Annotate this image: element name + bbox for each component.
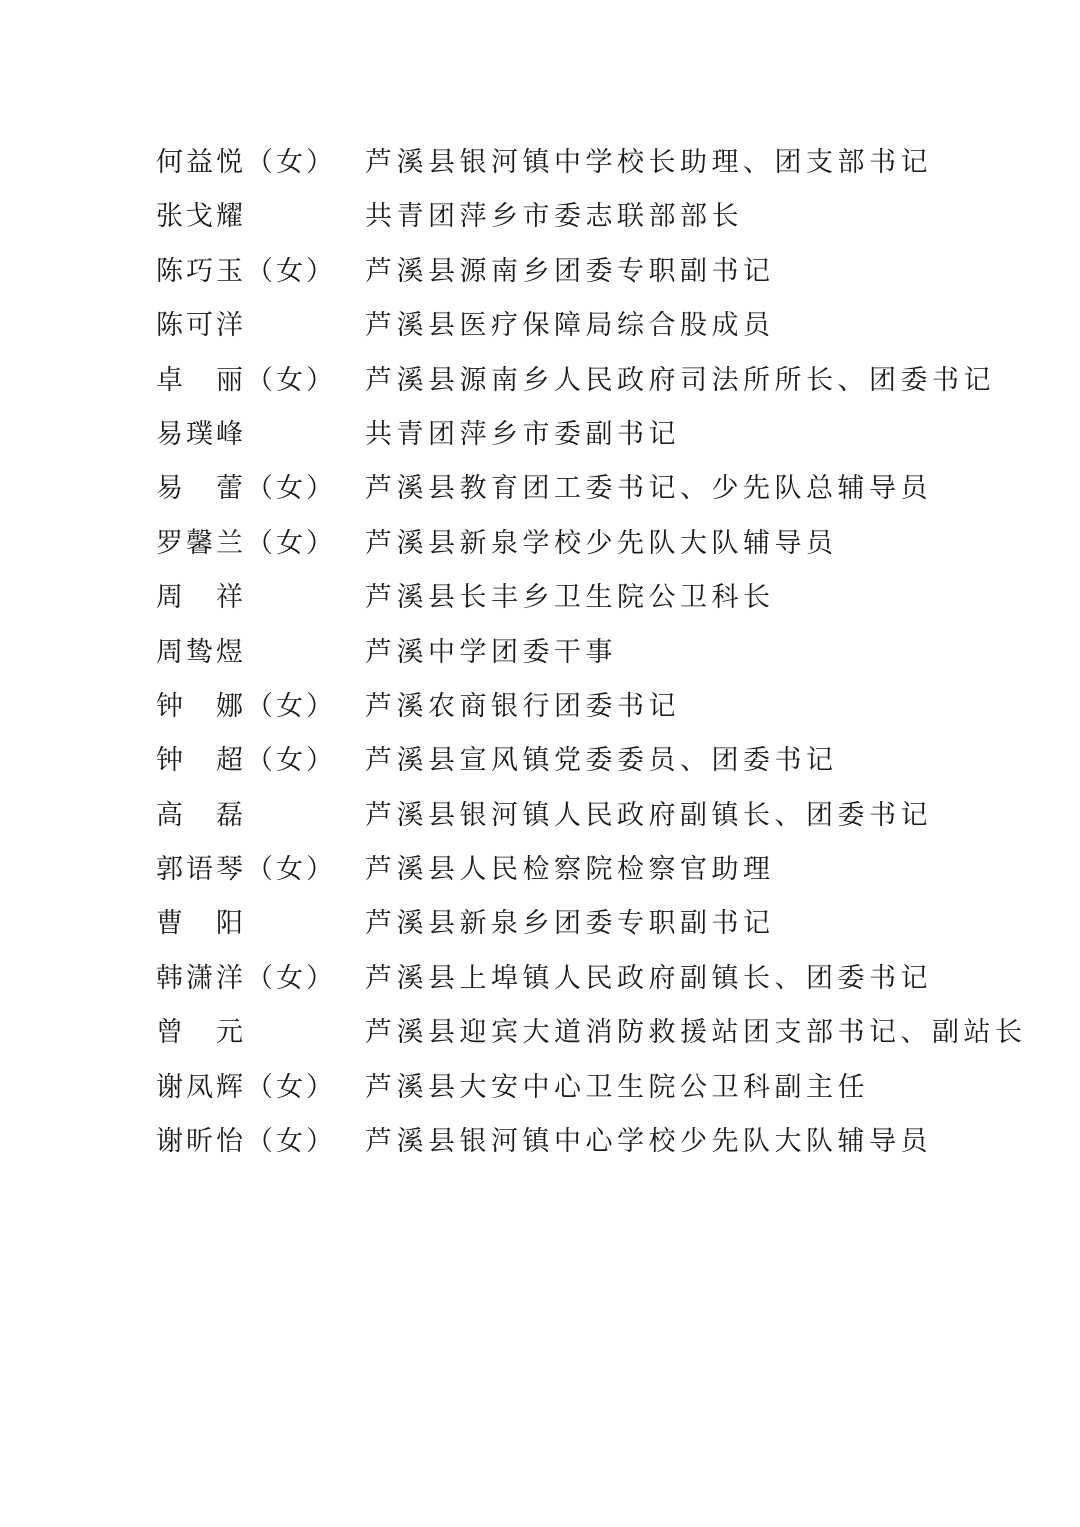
person-name: 高 磊: [156, 799, 246, 831]
person-title: 芦溪农商银行团委书记: [365, 690, 680, 722]
person-title: 芦溪县人民检察院检察官助理: [365, 854, 775, 886]
person-name: 张戈耀: [156, 201, 246, 233]
person-title: 芦溪县大安中心卫生院公卫科副主任: [365, 1071, 869, 1103]
person-title: 共青团萍乡市委志联部部长: [365, 201, 743, 233]
roster-row: [156, 571, 1056, 625]
roster-row: [156, 734, 1056, 788]
person-title: 芦溪县长丰乡卫生院公卫科长: [365, 582, 775, 614]
person-name: 卓 丽（女）: [156, 364, 336, 396]
person-name: 韩潇洋（女）: [156, 962, 336, 994]
person-name: 陈可洋: [156, 310, 246, 342]
person-name: 易璞峰: [156, 418, 246, 450]
person-title: 芦溪县迎宾大道消防救援站团支部书记、副站长: [365, 1017, 1027, 1049]
person-name: 谢昕怡（女）: [156, 1126, 336, 1158]
roster-row: [156, 1115, 1056, 1169]
roster-row: [156, 897, 1056, 951]
roster-row: [156, 1061, 1056, 1115]
person-title: 共青团萍乡市委副书记: [365, 418, 680, 450]
roster-row: [156, 136, 1056, 190]
roster-row: [156, 952, 1056, 1006]
person-name: 谢凤辉（女）: [156, 1071, 336, 1103]
person-title: 芦溪县银河镇中心学校少先队大队辅导员: [365, 1126, 932, 1158]
person-name: 曾 元: [156, 1017, 246, 1049]
person-title: 芦溪中学团委干事: [365, 636, 617, 668]
roster-row: [156, 462, 1056, 516]
roster-row: [156, 1006, 1056, 1060]
person-name: 周 祥: [156, 582, 246, 614]
person-name: 陈巧玉（女）: [156, 255, 336, 287]
roster-row: [156, 789, 1056, 843]
roster-row: [156, 245, 1056, 299]
person-name: 罗馨兰（女）: [156, 527, 336, 559]
person-title: 芦溪县银河镇人民政府副镇长、团委书记: [365, 799, 932, 831]
person-name: 钟 超（女）: [156, 745, 336, 777]
roster-row: [156, 626, 1056, 680]
roster-row: [156, 680, 1056, 734]
roster-list: [156, 136, 1056, 1169]
person-title: 芦溪县新泉乡团委专职副书记: [365, 908, 775, 940]
person-title: 芦溪县医疗保障局综合股成员: [365, 310, 775, 342]
person-title: 芦溪县宣风镇党委委员、团委书记: [365, 745, 838, 777]
person-name: 何益悦（女）: [156, 147, 336, 178]
roster-row: [156, 517, 1056, 571]
person-title: 芦溪县教育团工委书记、少先队总辅导员: [365, 473, 932, 505]
person-title: 芦溪县上埠镇人民政府副镇长、团委书记: [365, 962, 932, 994]
person-title: 芦溪县新泉学校少先队大队辅导员: [365, 527, 838, 559]
person-title: 芦溪县源南乡团委专职副书记: [365, 255, 775, 287]
roster-row: [156, 354, 1056, 408]
roster-row: [156, 299, 1056, 353]
person-title: 芦溪县银河镇中学校长助理、团支部书记: [365, 147, 932, 178]
person-title: 芦溪县源南乡人民政府司法所所长、团委书记: [365, 364, 995, 396]
person-name: 钟 娜（女）: [156, 690, 336, 722]
person-name: 易 蕾（女）: [156, 473, 336, 505]
person-name: 周鸷煜: [156, 636, 246, 668]
roster-row: [156, 190, 1056, 244]
person-name: 曹 阳: [156, 908, 246, 940]
roster-row: [156, 843, 1056, 897]
person-name: 郭语琴（女）: [156, 854, 336, 886]
roster-row: [156, 408, 1056, 462]
